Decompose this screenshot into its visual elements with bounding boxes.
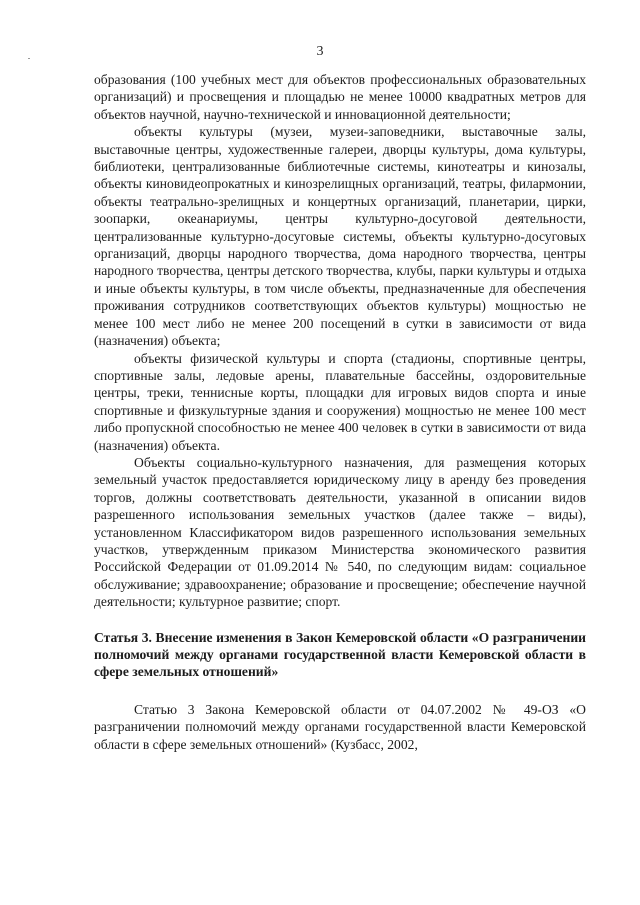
paragraph-education-continuation: образования (100 учебных мест для объектов профессиональных образовательных организаций) и просвещения и площадью не менее 10000 квадратных метров для объектов научной, научно-технической и инновационной деятельности; bbox=[94, 72, 586, 122]
page-number: 3 bbox=[316, 44, 324, 59]
paragraph-article-3-text: Статью 3 Закона Кемеровской области от 04.07.2002 № 49-ОЗ «О разграничении полномочий между органами государственной власти Кемеровской области в сфере земельных отношений» (Кузбасс, 2002, bbox=[94, 701, 586, 752]
article-3-heading: Статья 3. Внесение изменения в Закон Кемеровской области «О разграничении полномочий между органами государственной власти Кемеровской области в сфере земельных отношений» bbox=[94, 629, 586, 680]
paragraph-culture-objects: объекты культуры (музеи, музеи-заповедники, выставочные залы, выставочные центры, художественные галереи, дворцы культуры, дома культуры, библиотеки, централизованные библиотечные системы, кинотеатры и кинозалы, объекты киновидеопрокатных и кинозрелищных организаций, театры, филармонии, объекты театрально-зрелищных и концертных организаций, планетарии, цирки, зоопарки, океанариумы, центры культурно-досуговой деятельности, централизованные культурно-досуговые системы, объекты культурно-досуговых организаций, дворцы народного творчества, дома народного творчества, центры народного творчества, центры детского творчества, клубы, парки культуры и отдыха и иные объекты культуры, в том числе объекты, предназначенные для обеспечения проживания сотрудников соответствующих объектов культуры) мощностью не менее 100 мест либо не менее 200 посещений в сутки в зависимости от вида (назначения) объекта; bbox=[94, 124, 586, 349]
paragraph-social-cultural-objects: Объекты социально-культурного назначения, для размещения которых земельный участок предоставляется юридическому лицу в аренду без проведения торгов, должны соответствовать деятельности, указанной в описании видов разрешенного использования земельных участков (далее также – виды), установленном Классификатором видов разрешенного использования земельных участков, утвержденным приказом Министерства экономического развития Российской Федерации от 01.09.2014 № 540, по следующим видам: социальное обслуживание; здравоохранение; образование и просвещение; обеспечение научной деятельности; культурное развитие; спорт. bbox=[94, 454, 586, 610]
paragraph-sport-objects: объекты физической культуры и спорта (стадионы, спортивные центры, спортивные залы, ледовые арены, плавательные бассейны, оздоровительные центры, треки, теннисные корты, площадки для игровых видов спорта и иные спортивные и физкультурные здания и сооружения) мощностью не менее 100 мест либо пропускной способностью не менее 400 человек в сутки в зависимости от вида (назначения) объекта. bbox=[94, 350, 586, 453]
page-body bbox=[94, 71, 586, 753]
